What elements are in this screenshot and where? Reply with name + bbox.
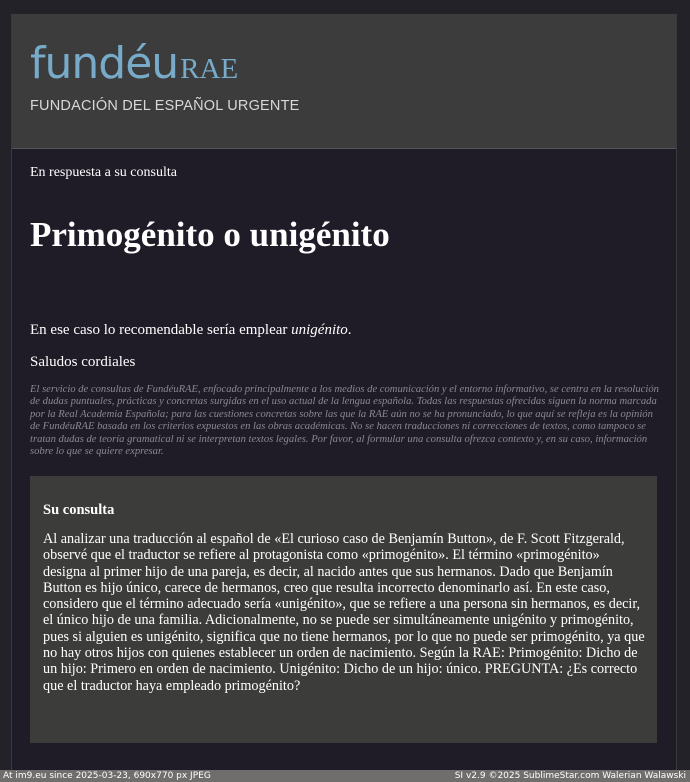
footer-right-text: SI v2.9 ©2025 SublimeStar.com Walerian Walawski xyxy=(454,771,686,781)
logo-rae-text: RAE xyxy=(180,53,239,85)
response-kicker: En respuesta a su consulta xyxy=(30,165,177,180)
fundeu-logo xyxy=(30,38,239,89)
image-host-footer xyxy=(0,770,690,782)
disclaimer-text: El servicio de consultas de FundéuRAE, enfocado principalmente a los medios de comunicación y el entorno informativo, se centra en la resolución de dudas puntuales, prácticas y concretas surgidas en el uso actual de la lengua española. Todas las respuestas ofrecidas siguen la norma marcada por la Real Academia Española; para las cuestiones concretas sobre las que la RAE aún no se ha pronunciado, lo que aquí se refleja es la opinión de FundéuRAE basada en los criterios expuestos en las obras académicas. No se hacen traducciones ni correcciones de textos, como tampoco se tratan dudas de teoría gramatical ni se interpretan textos legales. Por favor, al formular una consulta ofrezca contexto y, en su caso, información sobre lo que se quiere expresar. xyxy=(30,384,659,458)
answer-text xyxy=(30,322,352,339)
answer-prefix: En ese caso lo recomendable sería emplear xyxy=(30,322,292,338)
query-body: Al analizar una traducción al español de «El curioso caso de Benjamín Button», de F. Scott Fitzgerald, observé que el traductor se refiere al protagonista como «primogénito». El término «primogénito» designa al primer hijo de una pareja, es decir, al nacido antes que sus hermanos. Dado que Benjamín Button es hijo único, carece de hermanos, creo que resulta incorrecto denominarlo así. En este caso, considero que el término adecuado sería «unigénito», que se refiere a una persona sin hermanos, es decir, el único hijo de una familia. Adicionalmente, no se puede ser simultáneamente unigénito y primogénito, pues si alguien es unigénito, significa que no tiene hermanos, por lo que no puede ser primogénito, ya que no hay otros hijos con quienes establecer un orden de nacimiento. Según la RAE: Primogénito: Dicho de un hijo: Primero en orden de nacimiento. Unigénito: Dicho de un hijo: único. PREGUNTA: ¿Es correcto que el traductor haya empleado primogénito? xyxy=(43,531,645,694)
logo-subtitle: FUNDACIÓN DEL ESPAÑOL URGENTE xyxy=(30,98,300,114)
regards-text: Saludos cordiales xyxy=(30,354,136,370)
header-banner xyxy=(12,14,676,149)
query-box xyxy=(30,476,657,743)
footer-left-text: At im9.eu since 2025-03-23, 690x770 px JPEG xyxy=(3,771,211,781)
article-title: Primogénito o unigénito xyxy=(30,215,390,254)
answer-suffix: . xyxy=(347,322,352,338)
email-panel xyxy=(11,14,677,770)
answer-term: unigénito xyxy=(291,322,348,338)
query-heading: Su consulta xyxy=(43,502,115,518)
logo-main-text: fundéu xyxy=(30,38,179,89)
